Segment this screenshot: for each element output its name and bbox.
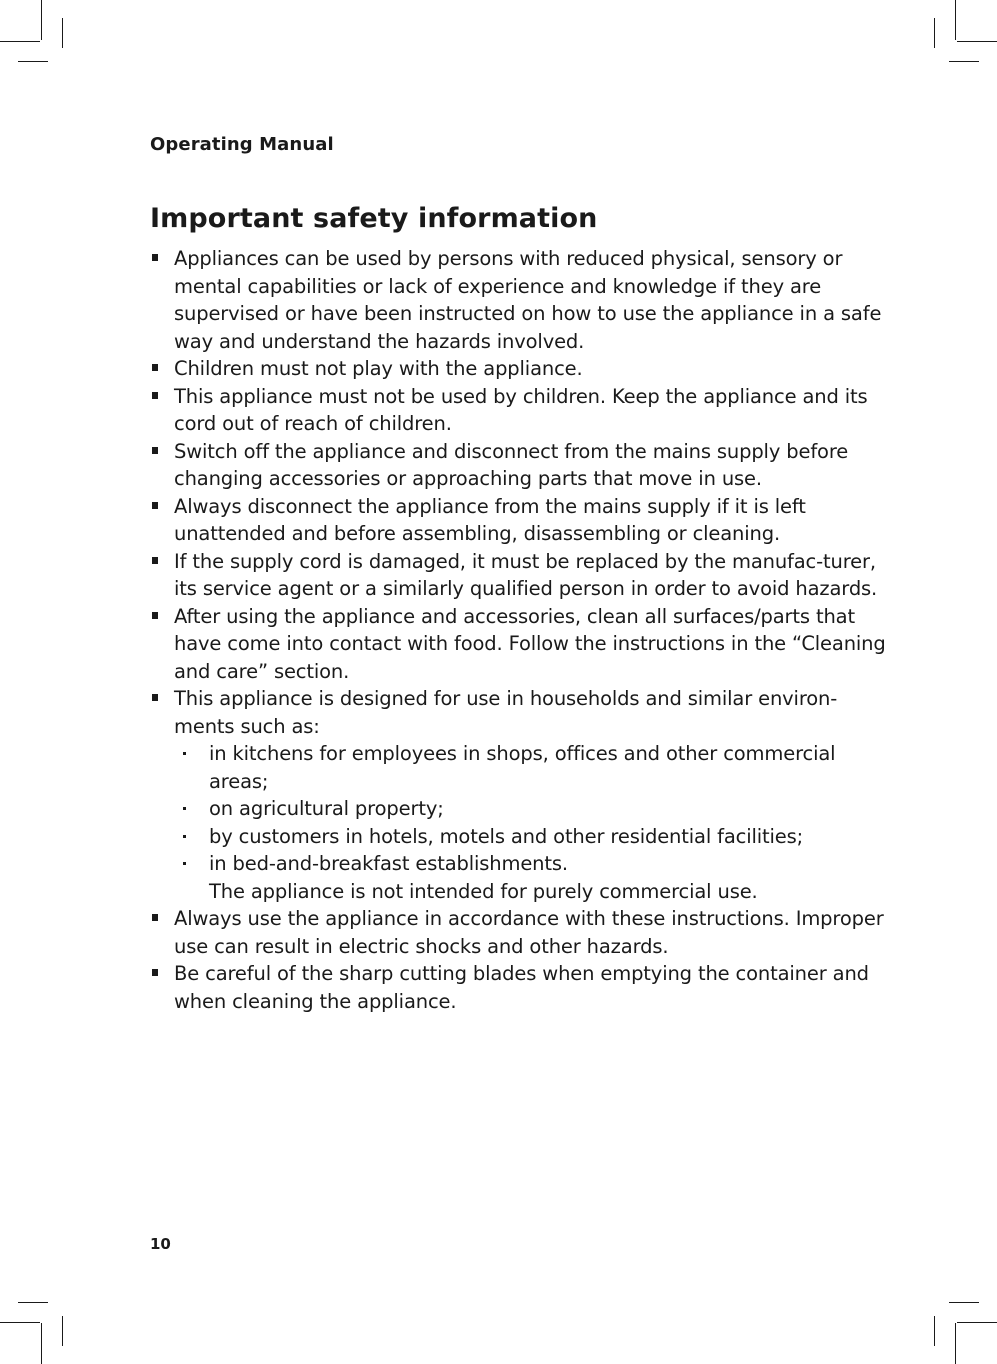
list-item xyxy=(150,905,890,960)
bullet-dot-icon xyxy=(183,752,186,755)
household-note: The appliance is not intended for purely commercial use. xyxy=(209,879,758,903)
list-item xyxy=(150,960,890,1015)
sub-list-item xyxy=(174,795,890,823)
list-item-text: Switch off the appliance and disconnect from the mains supply before changing accessories or approaching parts that move in use. xyxy=(174,439,849,490)
list-item xyxy=(150,383,890,438)
crop-mark xyxy=(18,61,48,62)
crop-mark xyxy=(934,18,935,48)
crop-mark xyxy=(0,1322,40,1323)
list-item xyxy=(150,355,890,383)
safety-list xyxy=(150,245,890,1015)
sub-list-item xyxy=(174,823,890,851)
crop-mark xyxy=(949,1302,979,1303)
crop-mark xyxy=(0,41,40,42)
bullet-square-icon xyxy=(152,694,158,701)
sub-list-item-text: in bed-and-breakfast establishments. xyxy=(209,852,568,875)
list-item-text: This appliance must not be used by children. Keep the appliance and its cord out of reach of children. xyxy=(174,384,868,435)
crop-mark xyxy=(62,1316,63,1346)
list-item-text: Always disconnect the appliance from the mains supply if it is left unattended and before assembling, disassembling or cleaning. xyxy=(174,494,806,545)
bullet-dot-icon xyxy=(183,835,186,838)
list-item xyxy=(150,685,890,905)
list-item-text: If the supply cord is damaged, it must be replaced by the manufac-turer, its service agent or a similarly qualified person in order to avoid hazards. xyxy=(174,549,878,600)
crop-mark xyxy=(41,1323,42,1364)
list-item-text: Appliances can be used by persons with reduced physical, sensory or mental capabilities or lack of experience and knowledge if they are supervised or have been instructed on how to use the appliance in a safe way and understand the hazards involved. xyxy=(174,247,882,353)
sub-list-item xyxy=(174,850,890,878)
crop-mark xyxy=(41,0,42,40)
section-title: Important safety information xyxy=(150,203,598,234)
bullet-square-icon xyxy=(152,392,158,399)
household-examples-list xyxy=(174,740,890,878)
list-item xyxy=(150,493,890,548)
list-item xyxy=(150,438,890,493)
sub-list-item-text: on agricultural property; xyxy=(209,797,444,820)
bullet-square-icon xyxy=(152,502,158,509)
bullet-dot-icon xyxy=(183,862,186,865)
bullet-square-icon xyxy=(152,969,158,976)
crop-mark xyxy=(957,1322,997,1323)
bullet-square-icon xyxy=(152,364,158,371)
bullet-square-icon xyxy=(152,557,158,564)
sub-list-item-text: by customers in hotels, motels and other residential facilities; xyxy=(209,824,804,848)
crop-mark xyxy=(949,61,979,62)
bullet-square-icon xyxy=(152,254,158,261)
list-item-text: Children must not play with the appliance. xyxy=(174,357,583,380)
bullet-square-icon xyxy=(152,914,158,921)
crop-mark xyxy=(955,1323,956,1364)
list-item xyxy=(150,603,890,686)
bullet-dot-icon xyxy=(183,807,186,810)
page-number: 10 xyxy=(150,1235,171,1253)
list-item-text: Always use the appliance in accordance with these instructions. Improper use can result in electric shocks and other hazards. xyxy=(174,907,884,958)
running-header: Operating Manual xyxy=(150,134,334,155)
list-item xyxy=(150,548,890,603)
list-item-text: Be careful of the sharp cutting blades when emptying the container and when cleaning the appliance. xyxy=(174,962,869,1013)
list-item-text: After using the appliance and accessories, clean all surfaces/parts that have come into contact with food. Follow the instructions in the “Cleaning and care” section. xyxy=(174,604,886,683)
bullet-square-icon xyxy=(152,612,158,619)
sub-list-item xyxy=(174,740,890,795)
crop-mark xyxy=(62,18,63,48)
crop-mark xyxy=(957,41,997,42)
safety-content xyxy=(150,245,890,1015)
bullet-square-icon xyxy=(152,447,158,454)
crop-mark xyxy=(955,0,956,40)
list-item xyxy=(150,245,890,355)
list-item-text: This appliance is designed for use in households and similar environ-ments such as: xyxy=(174,687,838,738)
sub-list-item-text: in kitchens for employees in shops, offices and other commercial areas; xyxy=(209,742,836,793)
crop-mark xyxy=(18,1302,48,1303)
crop-mark xyxy=(934,1316,935,1346)
